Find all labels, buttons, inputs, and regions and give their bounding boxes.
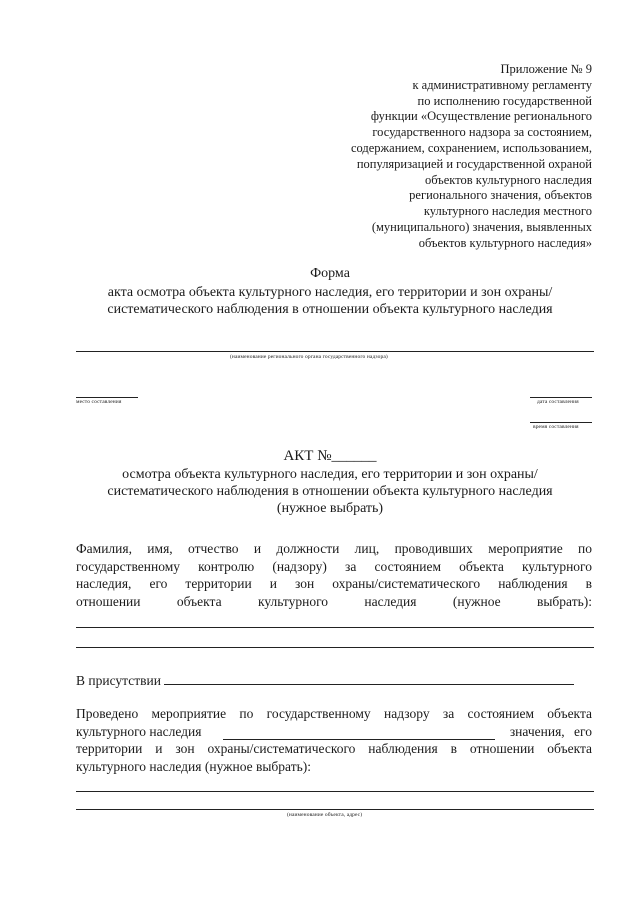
appendix-line: культурного наследия местного [423, 204, 592, 219]
conducted-line-2-start: культурного наследия [76, 723, 202, 739]
appendix-line: к административному регламенту [412, 77, 592, 92]
form-subtitle-line-1: акта осмотра объекта культурного наследия, его территории и зон охраны/ [107, 285, 553, 300]
authority-line[interactable] [76, 351, 594, 352]
conducted-paragraph [76, 705, 592, 775]
place-line[interactable] [76, 397, 138, 398]
appendix-header [292, 62, 592, 252]
persons-line-2: государственному контролю (надзору) за состоянием объекта культурного [76, 558, 592, 574]
act-subtitle [60, 466, 600, 517]
form-title: Форма [310, 266, 350, 281]
appendix-line: (муниципального) значения, выявленных [371, 219, 592, 234]
persons-line-3: наследия, его территории и зон охраны/систематического наблюдения в [76, 576, 592, 591]
date-line[interactable] [530, 397, 592, 398]
act-title: АКТ №______ [283, 448, 377, 464]
significance-fill-line[interactable] [223, 727, 495, 740]
persons-fill-line-1[interactable] [76, 627, 594, 628]
time-line[interactable] [530, 422, 592, 423]
appendix-line: популяризацией и государственной охраной [356, 156, 592, 171]
presence-label: В присутствии [76, 673, 161, 688]
appendix-line: объектов культурного наследия» [418, 235, 592, 250]
appendix-line: объектов культурного наследия [425, 172, 592, 187]
presence-row [76, 672, 574, 689]
form-subtitle [60, 284, 600, 318]
persons-line-1: Фамилия, имя, отчество и должности лиц, проводивших мероприятие по [76, 541, 592, 556]
appendix-line: Приложение № 9 [500, 62, 592, 76]
authority-caption: (наименование регионального органа государственного надзора) [230, 354, 388, 360]
form-subtitle-line-2: систематического наблюдения в отношении объекта культурного наследия [107, 302, 553, 317]
appendix-line: государственного надзора за состоянием, [372, 125, 592, 140]
object-caption: (наименование объекта, адрес) [287, 812, 363, 818]
persons-paragraph [76, 540, 592, 610]
object-fill-line-2[interactable] [76, 809, 594, 810]
conducted-line-1: Проведено мероприятие по государственному надзору за состоянием объекта [76, 706, 592, 721]
conducted-line-2-end: значения, его [509, 723, 592, 739]
act-subtitle-line-3: (нужное выбрать) [276, 501, 384, 516]
persons-fill-line-2[interactable] [76, 647, 594, 648]
place-caption: место составления [76, 399, 122, 405]
appendix-line: содержанием, сохранением, использованием, [350, 140, 592, 155]
act-subtitle-line-2: систематического наблюдения в отношении объекта культурного наследия [107, 484, 553, 499]
date-caption: дата составления [537, 399, 579, 405]
appendix-line: функции «Осуществление регионального [370, 109, 592, 124]
appendix-line: по исполнению государственной [417, 93, 592, 108]
appendix-line: регионального значения, объектов [409, 188, 592, 203]
presence-fill-line[interactable] [164, 672, 574, 685]
act-subtitle-line-1: осмотра объекта культурного наследия, его территории и зон охраны/ [122, 467, 538, 482]
time-caption: время составления [533, 424, 579, 430]
persons-line-4: отношении объекта культурного наследия (нужное выбрать): [76, 593, 592, 609]
object-fill-line-1[interactable] [76, 791, 594, 792]
conducted-line-3: территории и зон охраны/систематического наблюдения в отношении объекта [76, 741, 592, 756]
conducted-line-4: культурного наследия (нужное выбрать): [76, 758, 311, 774]
conducted-line-2 [76, 723, 592, 741]
